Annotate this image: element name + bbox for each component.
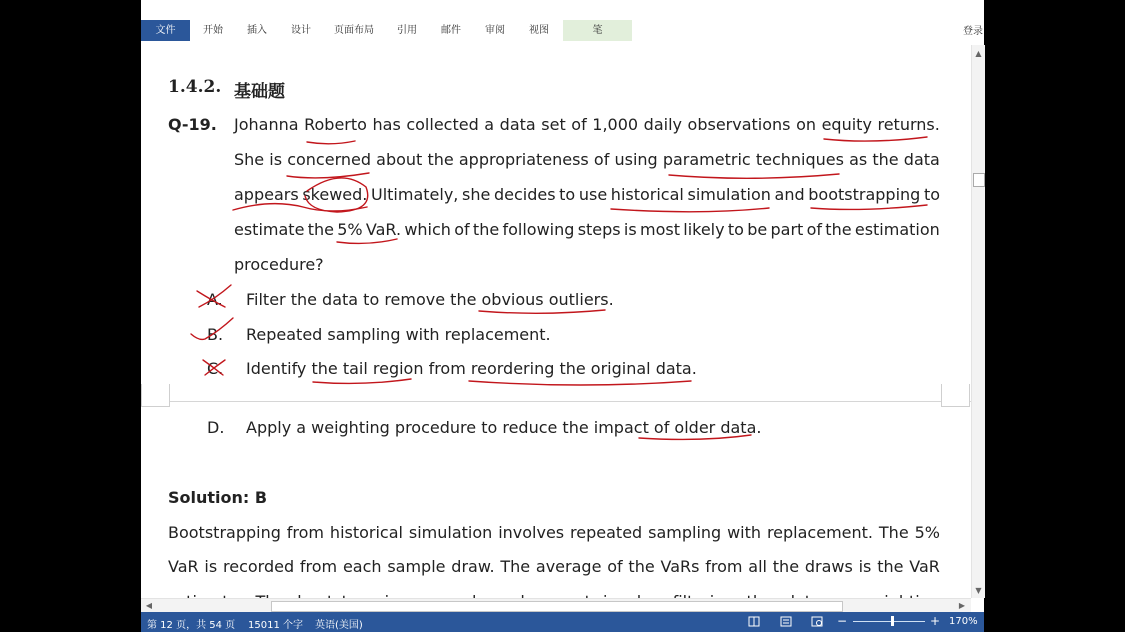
- page-break: [141, 401, 971, 402]
- word: the: [307, 220, 334, 239]
- word: be: [747, 220, 768, 239]
- word: appears: [234, 185, 299, 204]
- solution-label: Solution: B: [168, 488, 268, 507]
- word: steps: [577, 220, 621, 239]
- word: daily: [643, 115, 682, 134]
- word: equity: [821, 115, 872, 134]
- word: as: [849, 150, 868, 169]
- word: of: [607, 557, 623, 576]
- word: is: [204, 557, 218, 576]
- word: of: [454, 220, 470, 239]
- word: simulation: [408, 523, 493, 542]
- ink-underline-parametric: [669, 174, 839, 178]
- zoom-slider[interactable]: [853, 621, 925, 622]
- solution-line-2: [168, 557, 940, 576]
- option-b-text: Repeated sampling with replacement.: [246, 325, 551, 344]
- tab-references[interactable]: 引用: [397, 25, 417, 36]
- word: part: [770, 220, 804, 239]
- word: Ultimately,: [370, 185, 459, 204]
- word: all: [748, 557, 767, 576]
- tab-view[interactable]: 视图: [529, 25, 549, 36]
- option-a-text: Filter the data to remove the obvious outliers.: [246, 290, 614, 309]
- tab-review[interactable]: 审阅: [485, 25, 505, 36]
- horizontal-scroll-thumb[interactable]: [271, 601, 843, 612]
- word: on: [796, 115, 817, 134]
- tab-mailings[interactable]: 邮件: [441, 25, 461, 36]
- word: is: [269, 150, 283, 169]
- word: from: [299, 557, 338, 576]
- word: draw.: [451, 557, 495, 576]
- section-title: 基础题: [234, 82, 285, 102]
- word-window: [141, 0, 984, 632]
- word: draws: [804, 557, 853, 576]
- word: VaR: [168, 557, 199, 576]
- language-indicator[interactable]: 英语(美国): [315, 620, 363, 631]
- tab-pen[interactable]: 笔: [563, 20, 632, 41]
- word: and: [774, 185, 805, 204]
- word: observations: [687, 115, 791, 134]
- word: She: [234, 150, 265, 169]
- word: the: [877, 557, 904, 576]
- web-layout-icon[interactable]: [811, 616, 823, 627]
- ink-underline-concerned: [287, 173, 369, 178]
- word: recorded: [223, 557, 295, 576]
- word: data: [903, 150, 940, 169]
- question-label: Q-19.: [168, 115, 217, 134]
- word: historical: [329, 523, 403, 542]
- word: VaR: [909, 557, 940, 576]
- word: involves: [498, 523, 565, 542]
- word: use: [578, 185, 608, 204]
- option-d-letter: D.: [207, 418, 225, 437]
- word: the: [427, 150, 454, 169]
- ink-underline-historical: [611, 208, 769, 212]
- word: collected: [406, 115, 479, 134]
- option-d-text: Apply a weighting procedure to reduce the impact of older data.: [246, 418, 762, 437]
- word: from: [705, 557, 743, 576]
- vertical-scrollbar[interactable]: [971, 45, 985, 598]
- word: sample: [387, 557, 446, 576]
- tab-file[interactable]: 文件: [141, 20, 190, 41]
- read-mode-icon[interactable]: [748, 616, 760, 627]
- word: most: [639, 220, 680, 239]
- option-c-text: Identify the tail region from reordering the original data.: [246, 359, 697, 378]
- ink-underline-equity-returns: [824, 137, 927, 141]
- word: set: [541, 115, 566, 134]
- word: average: [535, 557, 602, 576]
- ribbon-tabs: [141, 20, 984, 41]
- word: about: [376, 150, 423, 169]
- scroll-left-icon[interactable]: ◀: [145, 601, 153, 610]
- word: The: [500, 557, 531, 576]
- word: concerned: [287, 150, 372, 169]
- page-count[interactable]: 第 12 页，共 54 页: [147, 620, 236, 631]
- zoom-level[interactable]: 170%: [949, 616, 978, 627]
- word: estimate: [234, 220, 305, 239]
- word: 5%: [914, 523, 940, 542]
- word: to: [727, 220, 744, 239]
- word: she: [462, 185, 491, 204]
- word: techniques: [755, 150, 844, 169]
- horizontal-scrollbar[interactable]: [141, 598, 971, 613]
- word: simulation: [687, 185, 771, 204]
- word: the: [628, 557, 655, 576]
- word: has: [372, 115, 401, 134]
- word: of: [571, 115, 587, 134]
- question-line-2: [234, 150, 940, 169]
- login-link[interactable]: 登录: [963, 26, 983, 37]
- word: decides: [493, 185, 556, 204]
- word: which: [404, 220, 451, 239]
- word: appropriateness: [458, 150, 589, 169]
- option-b-letter: B.: [207, 325, 224, 344]
- word: replacement.: [766, 523, 873, 542]
- question-line-3: [234, 185, 940, 204]
- zoom-in-icon[interactable]: +: [930, 614, 941, 628]
- print-layout-icon[interactable]: [780, 616, 792, 627]
- tab-insert[interactable]: 插入: [247, 25, 267, 36]
- word: to: [559, 185, 576, 204]
- word: is: [858, 557, 872, 576]
- word: of: [593, 150, 610, 169]
- word: sampling: [648, 523, 722, 542]
- page-margin-left: [141, 384, 170, 407]
- word: estimation: [854, 220, 940, 239]
- ink-underline-appears: [233, 204, 367, 211]
- word: The: [878, 523, 909, 542]
- word: the: [472, 220, 500, 239]
- word: VaRs: [660, 557, 700, 576]
- word: parametric: [662, 150, 751, 169]
- zoom-slider-thumb[interactable]: [891, 616, 894, 626]
- word: bootstrapping: [808, 185, 921, 204]
- section-number: 1.4.2.: [168, 77, 222, 97]
- scroll-down-icon[interactable]: ▼: [975, 586, 982, 595]
- tab-home[interactable]: 开始: [203, 25, 223, 36]
- document-page[interactable]: [141, 45, 971, 598]
- word: each: [342, 557, 382, 576]
- ink-underline-tail-region: [313, 379, 411, 383]
- ink-underline-5-var: [337, 239, 397, 243]
- word: using: [614, 150, 658, 169]
- word: repeated: [570, 523, 643, 542]
- word: the: [872, 150, 899, 169]
- tab-design[interactable]: 设计: [291, 25, 311, 36]
- word: data: [499, 115, 536, 134]
- word: Roberto: [304, 115, 367, 134]
- word: Bootstrapping: [168, 523, 281, 542]
- ink-underline-bootstrapping: [811, 205, 927, 209]
- word: 1,000: [592, 115, 639, 134]
- tab-layout[interactable]: 页面布局: [334, 25, 374, 36]
- scroll-right-icon[interactable]: ▶: [958, 601, 966, 610]
- word: a: [484, 115, 495, 134]
- word: Johanna: [234, 115, 299, 134]
- word: with: [727, 523, 762, 542]
- word: 5%: [337, 220, 363, 239]
- ink-underline-outliers: [479, 310, 605, 313]
- word: VaR.: [365, 220, 402, 239]
- word: from: [286, 523, 325, 542]
- word: is: [623, 220, 637, 239]
- question-line-4: [234, 220, 940, 239]
- word-count[interactable]: 15011 个字: [248, 620, 303, 631]
- word: of: [806, 220, 823, 239]
- zoom-out-icon[interactable]: −: [837, 614, 848, 628]
- ink-underline-reordering: [469, 381, 691, 385]
- option-a-letter: A.: [207, 290, 223, 309]
- question-line-5: procedure?: [234, 255, 324, 274]
- question-line-1: [234, 115, 940, 134]
- page-margin-right: [941, 384, 970, 407]
- word: the: [825, 220, 852, 239]
- word: returns.: [877, 115, 940, 134]
- word: to: [923, 185, 940, 204]
- word: skewed.: [302, 185, 368, 204]
- scroll-up-icon[interactable]: ▲: [975, 49, 982, 58]
- vertical-scroll-thumb[interactable]: [973, 173, 985, 187]
- solution-line-1: [168, 523, 940, 542]
- word: the: [772, 557, 800, 576]
- word: likely: [683, 220, 725, 239]
- word: following: [502, 220, 575, 239]
- word: historical: [610, 185, 684, 204]
- status-bar: [141, 612, 984, 632]
- option-c-letter: C.: [207, 359, 224, 378]
- ink-underline-roberto: [307, 141, 355, 144]
